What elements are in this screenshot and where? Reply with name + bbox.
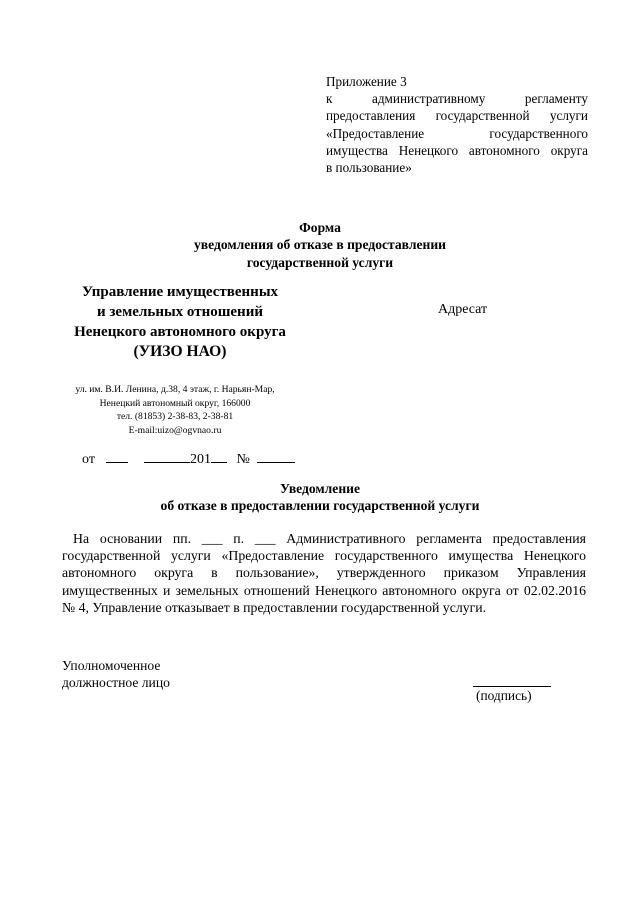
form-title — [0, 219, 640, 271]
body-line: автономного округа в пользование», утвержденного приказом Управления — [62, 565, 586, 581]
address-line: тел. (81853) 2-38-83, 2-38-81 — [116, 411, 234, 423]
notice-body — [62, 530, 586, 616]
appendix-line: «Предоставление государственного — [326, 125, 588, 141]
notice-title-line: об отказе в предоставлении государственной услуги — [160, 498, 480, 514]
number-blank — [257, 451, 295, 463]
addressee-label: Адресат — [438, 302, 488, 317]
notice-title — [0, 480, 640, 515]
body-line: № 4, Управление отказывает в предоставлении государственной услуги. — [62, 599, 487, 615]
appendix-line: в пользование» — [326, 160, 412, 176]
body-line: На основании пп. ___ п. ___ Административного регламента предоставления — [73, 531, 586, 546]
day-blank — [106, 451, 128, 463]
year-prefix: 201 — [189, 452, 211, 467]
signer-line: должностное лицо — [62, 675, 170, 691]
notice-title-line: Уведомление — [279, 481, 361, 496]
signer-line: Уполномоченное — [62, 658, 161, 673]
signature-caption: (подпись) — [476, 688, 532, 703]
address-line: Ненецкий автономный округ, 166000 — [99, 397, 251, 409]
signer-title — [62, 657, 170, 692]
date-number-line — [82, 451, 295, 468]
appendix-line: к административному регламенту — [326, 91, 588, 107]
address-line: E-mail:uizo@ogvnao.ru — [128, 424, 222, 436]
appendix-line: Приложение 3 — [326, 74, 407, 89]
number-sign: № — [236, 452, 250, 467]
form-title-line: уведомления об отказе в предоставлении — [193, 237, 446, 253]
appendix-header — [326, 73, 588, 176]
body-line: имущественных и земельных отношений Ненецкого автономного округа от 02.02.2016 — [62, 582, 586, 598]
appendix-line: имущества Ненецкого автономного округа — [326, 142, 588, 158]
organization-address — [60, 383, 290, 437]
month-blank — [144, 451, 190, 463]
address-line: ул. им. В.И. Ленина, д.38, 4 этаж, г. Нарьян-Мар, — [75, 384, 275, 395]
organization-line: и земельных отношений — [97, 304, 263, 320]
year-blank — [211, 451, 227, 463]
organization-line: (УИЗО НАО) — [133, 343, 227, 360]
date-from-label: от — [82, 452, 95, 467]
body-line: государственной услуги «Предоставление государственного имущества Ненецкого — [62, 548, 586, 564]
form-title-line: Форма — [299, 220, 341, 235]
signature-line — [473, 686, 551, 687]
organization-name — [58, 282, 302, 362]
form-title-line: государственной услуги — [246, 254, 394, 270]
organization-line: Ненецкого автономного округа — [74, 324, 286, 340]
appendix-line: предоставления государственной услуги — [326, 108, 588, 124]
organization-line: Управление имущественных — [81, 284, 279, 300]
